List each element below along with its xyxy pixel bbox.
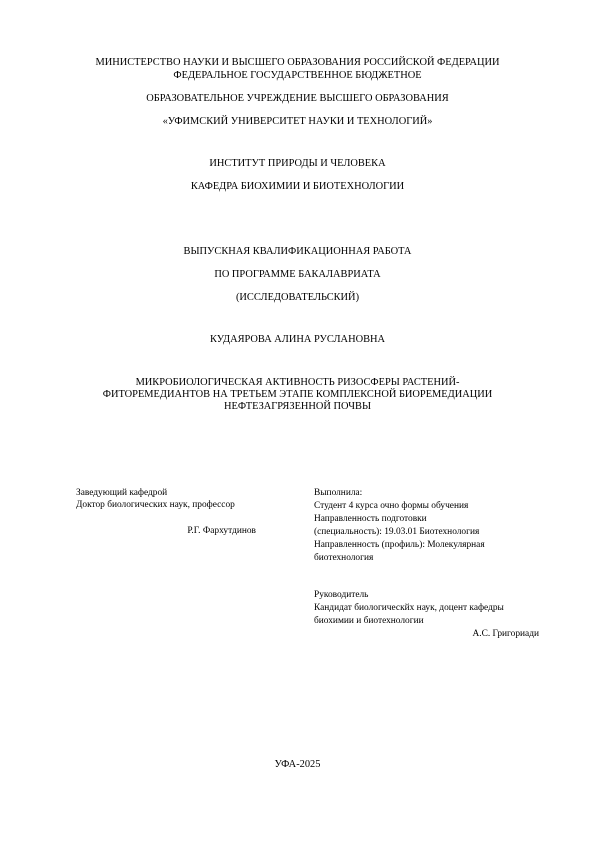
ministry-line-1: МИНИСТЕРСТВО НАУКИ И ВЫСШЕГО ОБРАЗОВАНИЯ РОССИЙСКОЙ ФЕДЕРАЦИИ: [95, 57, 500, 68]
ministry-line-2: ФЕДЕРАЛЬНОЕ ГОСУДАРСТВЕННОЕ БЮДЖЕТНОЕ: [173, 70, 422, 81]
supervisor-label: Руководитель: [314, 590, 369, 600]
supervisor-line-1: Кандидат биологическйх наук, доцент кафедры: [314, 603, 504, 613]
author-name: КУДАЯРОВА АЛИНА РУСЛАНОВНА: [209, 334, 386, 345]
performer-line-3: (специальность): 19.03.01 Биотехнология: [314, 527, 480, 537]
performer-line-4: Направленность (профиль): Молекулярная: [314, 540, 485, 550]
performer-line-1: Студент 4 курса очно формы обучения: [314, 501, 469, 511]
chair-name: КАФЕДРА БИОХИМИИ И БИОТЕХНОЛОГИИ: [190, 181, 405, 192]
university-name: «УФИМСКИЙ УНИВЕРСИТЕТ НАУКИ И ТЕХНОЛОГИЙ»: [162, 116, 433, 127]
work-title-line-2: ФИТОРЕМЕДИАНТОВ НА ТРЕТЬЕМ ЭТАПЕ КОМПЛЕКСНОЙ БИОРЕМЕДИАЦИИ: [102, 389, 493, 400]
head-degree: Доктор биологических наук, профессор: [76, 500, 235, 510]
performer-label: Выполнила:: [314, 488, 363, 498]
work-type-line-1: ВЫПУСКНАЯ КВАЛИФИКАЦИОННАЯ РАБОТА: [183, 246, 412, 257]
supervisor-line-2: биохимии и биотехнологии: [314, 616, 424, 626]
work-type-line-3: (ИССЛЕДОВАТЕЛЬСКИЙ): [235, 292, 360, 303]
head-role: Заведующий кафедрой: [76, 488, 168, 498]
performer-line-5: биотехнология: [314, 553, 374, 563]
work-type-line-2: ПО ПРОГРАММЕ БАКАЛАВРИАТА: [214, 269, 381, 280]
head-name: Р.Г. Фархутдинов: [187, 526, 256, 536]
institution-type: ОБРАЗОВАТЕЛЬНОЕ УЧРЕЖДЕНИЕ ВЫСШЕГО ОБРАЗОВАНИЯ: [146, 93, 449, 104]
performer-line-2: Направленность подготовки: [314, 514, 427, 524]
work-title-line-3: НЕФТЕЗАГРЯЗЕННОЙ ПОЧВЫ: [223, 401, 372, 412]
institute-name: ИНСТИТУТ ПРИРОДЫ И ЧЕЛОВЕКА: [209, 158, 386, 169]
work-title-line-1: МИКРОБИОЛОГИЧЕСКАЯ АКТИВНОСТЬ РИЗОСФЕРЫ РАСТЕНИЙ-: [135, 377, 460, 388]
city-year: УФА-2025: [274, 759, 321, 770]
supervisor-name: А.С. Григориади: [472, 629, 539, 639]
